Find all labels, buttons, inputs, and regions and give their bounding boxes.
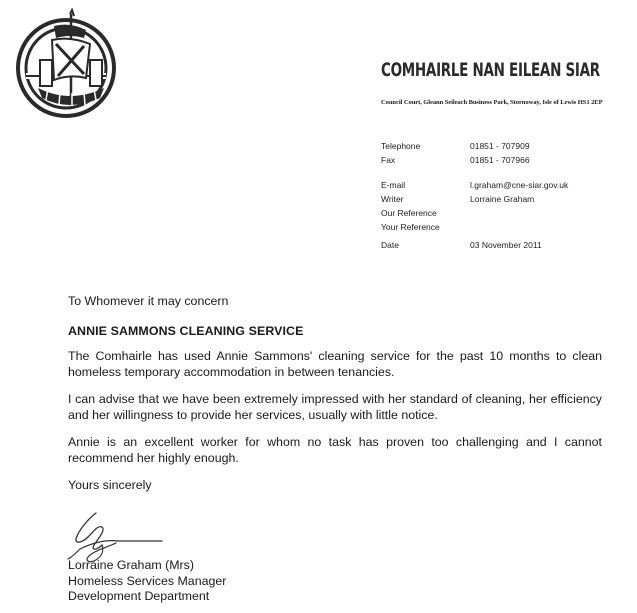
telephone-value: 01851 - 707909 xyxy=(470,141,530,151)
paragraph-2: I can advise that we have been extremely impressed with her standard of cleaning, her efficiency and her willingness to provide her services, usually with little notice. xyxy=(68,392,602,422)
our-reference-label: Our Reference xyxy=(381,208,437,218)
signatory-name: Lorraine Graham (Mrs) xyxy=(68,558,194,572)
letter-body xyxy=(68,294,602,494)
paragraph-1: The Comhairle has used Annie Sammons' cleaning service for the past 10 months to clean homeless temporary accommodation in between tenancies. xyxy=(68,349,602,379)
closing: Yours sincerely xyxy=(68,478,152,492)
signatory-department: Development Department xyxy=(68,589,210,603)
date-value: 03 November 2011 xyxy=(470,240,542,250)
fax-value: 01851 - 707966 xyxy=(470,155,530,165)
salutation: To Whomever it may concern xyxy=(68,294,229,308)
organisation-name: COMHAIRLE NAN EILEAN SIAR xyxy=(381,60,600,82)
council-crest-logo-icon xyxy=(14,8,118,120)
signature-icon xyxy=(58,505,166,565)
email-value: l.graham@cne-siar.gov.uk xyxy=(470,180,569,190)
your-reference-label: Your Reference xyxy=(381,222,440,232)
date-label: Date xyxy=(381,240,399,250)
writer-label: Writer xyxy=(381,194,404,204)
signatory-block xyxy=(68,558,226,605)
writer-value: Lorraine Graham xyxy=(470,194,535,204)
paragraph-3: Annie is an excellent worker for whom no task has proven too challenging and I cannot recommend her highly enough. xyxy=(68,435,602,465)
fax-label: Fax xyxy=(381,155,396,165)
email-label: E-mail xyxy=(381,180,406,190)
signatory-title: Homeless Services Manager xyxy=(68,573,227,588)
letter-subject: ANNIE SAMMONS CLEANING SERVICE xyxy=(68,323,304,338)
telephone-label: Telephone xyxy=(381,141,421,151)
organisation-address: Council Court, Gleann Seileach Business Park, Stornoway, Isle of Lewis HS1 2EP xyxy=(381,99,603,106)
